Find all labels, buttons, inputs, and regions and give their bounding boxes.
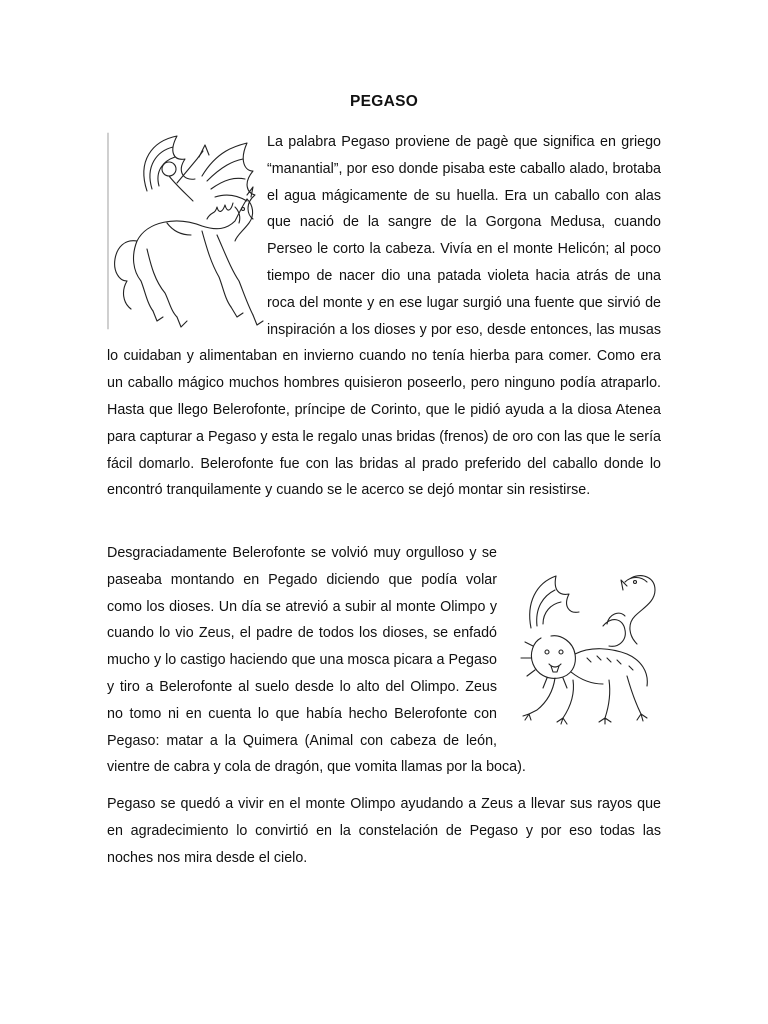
paragraph-1-text: La palabra Pegaso proviene de pagè que significa en griego “manantial”, por eso donde pisaba este caballo alado, brotaba el agua mágicamente de su huella. Era un caballo con alas que nació de la sangre de la Gorgona Medusa, cuando Perseo le corto la cabeza. Vivía en el monte Helicón; al poco tiempo de nacer dio una patada violeta hacia atrás de una roca del monte y en ese lugar surgió una fuente que sirvió de inspiración a los dioses y por eso, desde entonces, las musas lo cuidaban y alimentaban en invierno cuando no tenía hierba para comer. Como era un caballo mágico muchos hombres quisieron poseerlo, pero ninguno podía atraparlo. Hasta que llego Belerofonte, príncipe de Corinto, que le pidió ayuda a la diosa Atenea para capturar a Pegaso y esta le regalo unas bridas (frenos) de oro con las que le sería fácil domarlo. Belerofonte fue con las bridas al prado preferido del caballo donde lo encontró tranquilamente y cuando se le acerco se dejó montar sin resistirse. bbox=[107, 134, 661, 499]
paragraph-3: Pegaso se quedó a vivir en el monte Olimpo ayudando a Zeus a llevar sus rayos que en agradecimiento lo convirtió en la constelación de Pegaso y por eso todas las noches nos mira desde el cielo. bbox=[107, 796, 661, 866]
page-title: PEGASO bbox=[349, 93, 419, 110]
paragraph-1 bbox=[107, 129, 661, 504]
paragraph-2-text: Desgraciadamente Belerofonte se volvió muy orgulloso y se paseaba montando en Pegado diciendo que podía volar como los dioses. Un día se atrevió a subir al monte Olimpo y cuando lo vio Zeus, el padre de todos los dioses, se enfadó mucho y lo castigo haciendo que una mosca picara a Pegaso y tiro a Belerofonte al suelo desde lo alto del Olimpo. Zeus no tomo ni en cuenta lo que había hecho Belerofonte con Pegaso: matar a la Quimera (Animal con cabeza de león, vientre de cabra y cola de dragón, que vomita llamas por la boca). bbox=[107, 545, 526, 776]
paragraph-2 bbox=[107, 540, 661, 781]
pegasus-rider-illustration-icon bbox=[107, 131, 264, 331]
chimera-illustration-icon bbox=[511, 568, 661, 730]
